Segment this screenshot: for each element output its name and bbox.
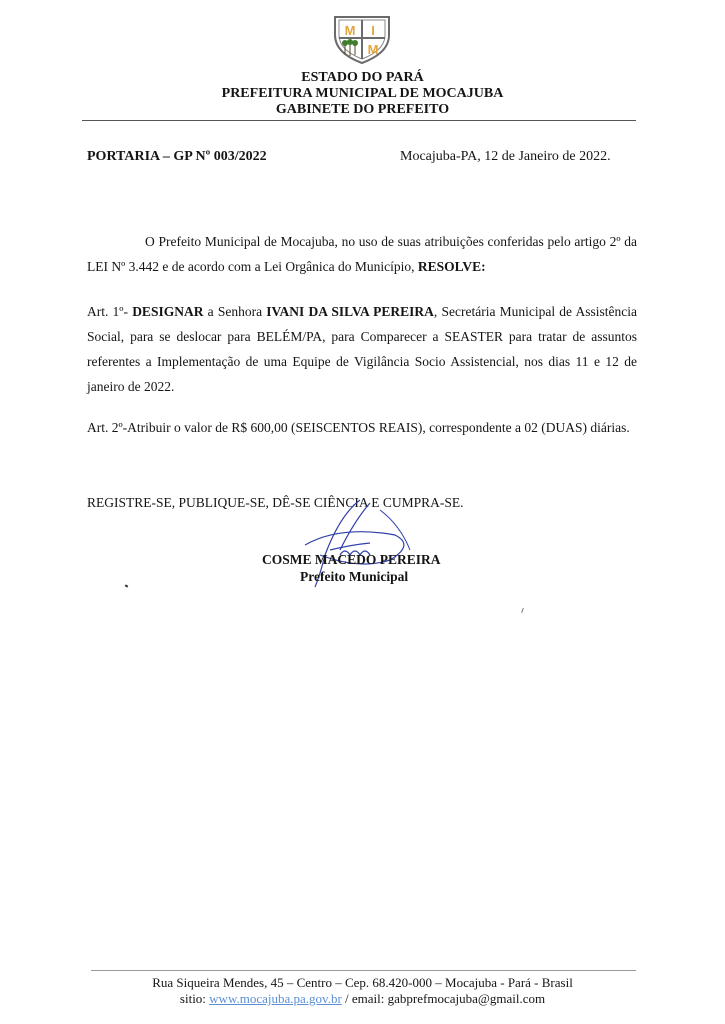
footer-address: Rua Siqueira Mendes, 45 – Centro – Cep. 68.420-000 – Mocajuba - Pará - Brasil — [152, 975, 573, 990]
svg-text:I: I — [371, 23, 375, 38]
header-divider — [82, 120, 636, 121]
preamble-text: O Prefeito Municipal de Mocajuba, no uso de suas atribuições conferidas pelo artigo 2º da LEI Nº 3.442 e de acordo com a Lei Orgânica do Município, — [87, 234, 637, 274]
svg-text:M: M — [367, 42, 379, 57]
signatory-name: COSME MACEDO PEREIRA — [262, 552, 441, 567]
municipal-crest-logo — [331, 13, 393, 65]
article-1 — [87, 299, 637, 399]
header-state: ESTADO DO PARÁ — [301, 70, 424, 85]
preamble-paragraph — [87, 229, 637, 279]
website-link[interactable]: www.mocajuba.pa.gov.br — [209, 991, 342, 1006]
signatory-role: Prefeito Municipal — [300, 569, 409, 584]
designee-name: IVANI DA SILVA PEREIRA — [266, 304, 434, 319]
email-address[interactable]: gabprefmocajuba@gmail.com — [387, 991, 546, 1006]
scan-speck — [125, 584, 129, 587]
header-municipality: PREFEITURA MUNICIPAL DE MOCAJUBA — [221, 86, 504, 101]
closing-formula: REGISTRE-SE, PUBLIQUE-SE, DÊ-SE CIÊNCIA E CUMPRA-SE. — [87, 495, 464, 510]
ordinance-number: PORTARIA – GP Nº 003/2022 — [87, 149, 267, 164]
svg-text:M: M — [344, 23, 356, 38]
scan-speck — [521, 608, 524, 613]
article-1-verb: DESIGNAR — [132, 304, 204, 319]
resolve-label: RESOLVE: — [417, 259, 486, 274]
place-date: Mocajuba-PA, 12 de Janeiro de 2022. — [400, 149, 611, 164]
article-1-text-a: a Senhora — [203, 304, 267, 319]
article-1-prefix: Art. 1º- — [87, 304, 133, 319]
article-1-text-b: , Secretária Municipal de Assistência Social, para se deslocar para BELÉM/PA, para Comparecer a SEASTER para tratar de assuntos referentes a Implementação de uma Equipe de Vigilância Socio Assistencial, nos dias 11 e 12 de janeiro de 2022. — [87, 304, 637, 394]
footer-divider — [91, 970, 636, 971]
footer-contact — [0, 991, 725, 1007]
email-label: / email: — [341, 991, 388, 1006]
article-2: Art. 2º-Atribuir o valor de R$ 600,00 (SEISCENTOS REAIS), correspondente a 02 (DUAS) diárias. — [87, 420, 630, 435]
site-label: sitio: — [179, 991, 210, 1006]
header-office: GABINETE DO PREFEITO — [275, 102, 450, 117]
